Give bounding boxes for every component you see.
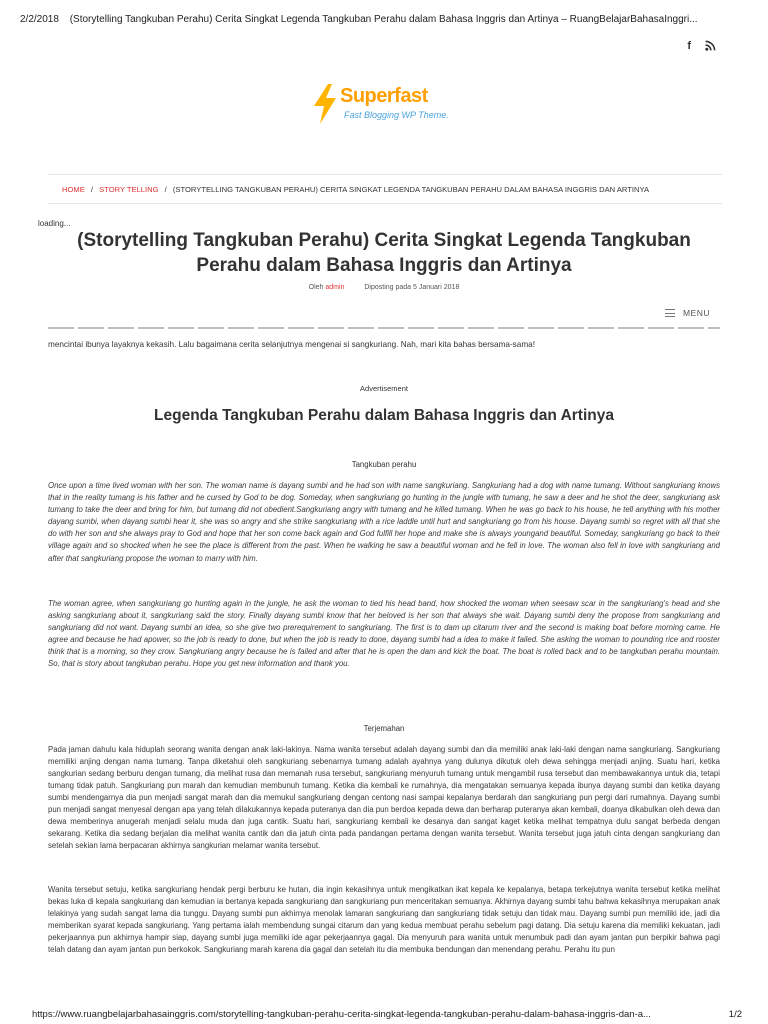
advertisement-label: Advertisement [360, 384, 408, 393]
breadcrumb-separator: / [164, 185, 167, 194]
print-header [20, 14, 760, 25]
by-label: Oleh [308, 284, 324, 291]
intro-text: mencintai ibunya layaknya kekasih. Lalu bagaimana cerita selanjutnya mengenai si sangkuriang. Nah, mari kita bahas bersama-sama! [48, 340, 535, 349]
print-date: 2/2/2018 [20, 14, 59, 25]
menu-label: MENU [682, 308, 710, 318]
posted-date: Diposting pada 5 Januari 2018 [364, 284, 460, 291]
breadcrumb-separator: / [90, 185, 94, 194]
story-id-paragraph-2: Wanita tersebut setuju, ketika sangkuriang hendak pergi berburu ke hutan, dia ingin kekasihnya untuk mengikatkan ikat kepala ke kepalanya, betapa terkejutnya wanita tersebut ketika melihat bekas luka di kepala sangkuriang dan kemudian ia bertanya kepada sangkuriang dan sangkuriang pun menceritakan semuanya. Akhirnya dayang sumbi tahu bahwa kekasihnya merupakan anak lelakinya yang sudah sangat lama dia tunggu. Dayang sumbi pun akhirnya menolak lamaran sangkuriang dan sangkuriang tidak setuju dan tidak mau. Dayang sumbi pun memiliki ide, jadi dia memberikan syarat kepada sangkuriang. Yang pertama ialah membendung sungai citarum dan yang kedua membuat perahu sebelum pagi datang. Dia setuju karena dia memiliki kekuatan, jadi pekerjaannya pun akhirnya hampir siap, dayang sumbi juga memiliki ide agar pekerjaannya gagal. Dia menyuruh para wanita untuk menumbuk padi dan ayam jantan pun berpikir bahwa pagi telah datang dan ayam jantan pun berkokok. Sangkuriang marah karena dia gagal dan setelah itu dia membuka bendungan dan menendang perahu. Perahu itu pun [48, 885, 720, 954]
author-link[interactable]: admin [325, 284, 345, 291]
story-subtitle: Tangkuban perahu [351, 460, 417, 469]
logo-name: Superfast [340, 85, 428, 107]
rss-icon[interactable] [705, 40, 716, 54]
story-id-paragraph-1: Pada jaman dahulu kala hiduplah seorang wanita dengan anak laki-lakinya. Nama wanita tersebut adalah dayang sumbi dan dia memiliki anak laki-laki dengan nama sangkuriang. Sangkuriang memiliki anjing dengan nama tumang. Tanpa diketahui oleh sangkuriang sebenarnya tumang adalah ayahnya yang dulunya dikutuk oleh dewa sehingga menjadi anjing. Suatu hari, ketika sangkurian sedang berburu dengan tumang, dia melihat rusa dan memanah rusa tersebut, sangkuriang menyuruh tumang untuk mengambil rusa tersebut dan membawakannya untuk dia, tetapi tumang tidak patuh. Sangkuriang pun marah dan kemudian membunuh tumang. Ketika dia kembali ke rumahnya, dia mengatakan semuanya kepada ibunya dayang sumbi dan ketika dayang sumbi mendengarnya dia pun menjadi sangat marah dan dia memukul sangkuriang dengan centong nasi sampai kepalanya berdarah dan sangkuriang pun pergi dari rumahnya. Dayang sumbi pun menjadi sangat menyesal dengan apa yang telah dilakukannya kepada puteranya dan dia pun berdoa kepada dewa dan berharap puteranya akan kembali, doanya dikabulkan oleh dewa dan dewa memberinya anugerah menjadi selalu muda dan juga cantik. Suatu hari, sangkuriang kembali ke desanya dan sangat kaget ketika melihat tempatnya dulu sangat berbeda dengan sekarang. Ketika dia sedang berjalan dia melihat wanita cantik dan dia jatuh cinta pada pandangan pertama dengan wanita tersebut. Wanita tersebut juga jatuh cinta dengan sangkuriang dan setelah sekian lama berpacaran akhirnya sangkurian melamar wanita tersebut. [48, 745, 720, 850]
breadcrumb-current: (STORYTELLING TANGKUBAN PERAHU) CERITA SINGKAT LEGENDA TANGKUBAN PERAHU DALAM BAHASA INGGRIS DAN ARTINYA [172, 185, 650, 194]
menu-toggle[interactable] [665, 308, 710, 318]
post-title-line-1: (Storytelling Tangkuban Perahu) Cerita Singkat Legenda Tangkuban [77, 230, 691, 251]
breadcrumb [48, 174, 722, 204]
story-en-paragraph-2: The woman agree, when sangkuriang go hunting again in the jungle, he ask the woman to tied his head band, how shocked the woman when seesaw scar in the sangkuriang's head and she asking sangkuriang about it, sangkuriang said the story. Finally dayang sumbi know that her beloved is her son that always she wait. Dayang sumbi deny the propose from sangkuriang and sangkuriang did not want. Dayang sumbi an idea, so she give two prerequirement to sangkuriang. The first is to dam up citarum river and the second is making boat before morning came. He agree and because he had apower, so the job is ready to done, but when the job is ready to done, dayang sumbi had a idea to make it failed. She asking the woman to pounding rice and rooster think that is a morning, so they crow. Sangkuriang angry because he is failed and after that he is open the dam and kick the boat. The boat is rolled back and to be tangkuban perahu mountain. So, that is story about tangkuban perahu. Hope you get new information and thank you. [48, 599, 720, 669]
print-footer [32, 1009, 742, 1020]
page-url: https://www.ruangbelajarbahasainggris.com/storytelling-tangkuban-perahu-cerita-singkat-legenda-tangkuban-perahu-dalam-bahasa-inggris-dan-a... [32, 1009, 651, 1020]
site-logo[interactable] [312, 82, 482, 128]
logo-tagline: Fast Blogging WP Theme. [344, 110, 449, 120]
facebook-icon[interactable]: f [687, 40, 691, 52]
breadcrumb-home[interactable]: HOME [62, 185, 85, 194]
post-meta [0, 284, 768, 291]
hamburger-icon [665, 309, 675, 317]
breadcrumb-category[interactable]: STORY TELLING [99, 185, 159, 194]
section-heading: Legenda Tangkuban Perahu dalam Bahasa Inggris dan Artinya [154, 407, 614, 424]
social-links [687, 40, 716, 54]
loading-text: loading... [38, 219, 71, 228]
print-page-title: (Storytelling Tangkuban Perahu) Cerita Singkat Legenda Tangkuban Perahu dalam Bahasa Inggris dan Artinya – RuangBelajarBahasaInggri... [69, 14, 698, 25]
story-en-paragraph-1: Once upon a time lived woman with her son. The woman name is dayang sumbi and he had son with name sangkuriang. Sangkuriang had a dog with name tumang. Without sangkuriang knows that in the reality tumang is his father and he cursed by God to be dog. Someday, when sangkuriang go hunting in the jungle with tumang, he saw a deer and he shot the deer, sangkuriang ask tumang to take the deer and bring for him, but tumang did not obedient.Sangkuriang angry with tumang and he killed tumang. When he was go back to his house, he tell anything with his mother dayang sumbi, when dayang sumbi hear it, she was so angry and she strike sangkuriang with a rice laddle until hurt and sangkuriang go from his house. Dayang sumbi so regret with all that she do with her son and she always pray to God and hope that her son come back again and God fulfill her hope and make she is always youngand beautiful. Someday, sangkuriang go back to their village again and so shocked when he see the place is different from the past. When he walking he saw a beautiful woman and he fell in love. The woman also fell in love with sangkuriang and after that sangkuriang propose the woman to marry with him. [48, 481, 720, 563]
translation-subtitle: Terjemahan [363, 724, 405, 733]
post-title [30, 228, 738, 278]
clipped-text-line [48, 325, 720, 331]
page-number: 1/2 [728, 1009, 742, 1020]
lightning-icon [312, 84, 338, 124]
post-title-line-2: Perahu dalam Bahasa Inggris dan Artinya [196, 255, 572, 276]
